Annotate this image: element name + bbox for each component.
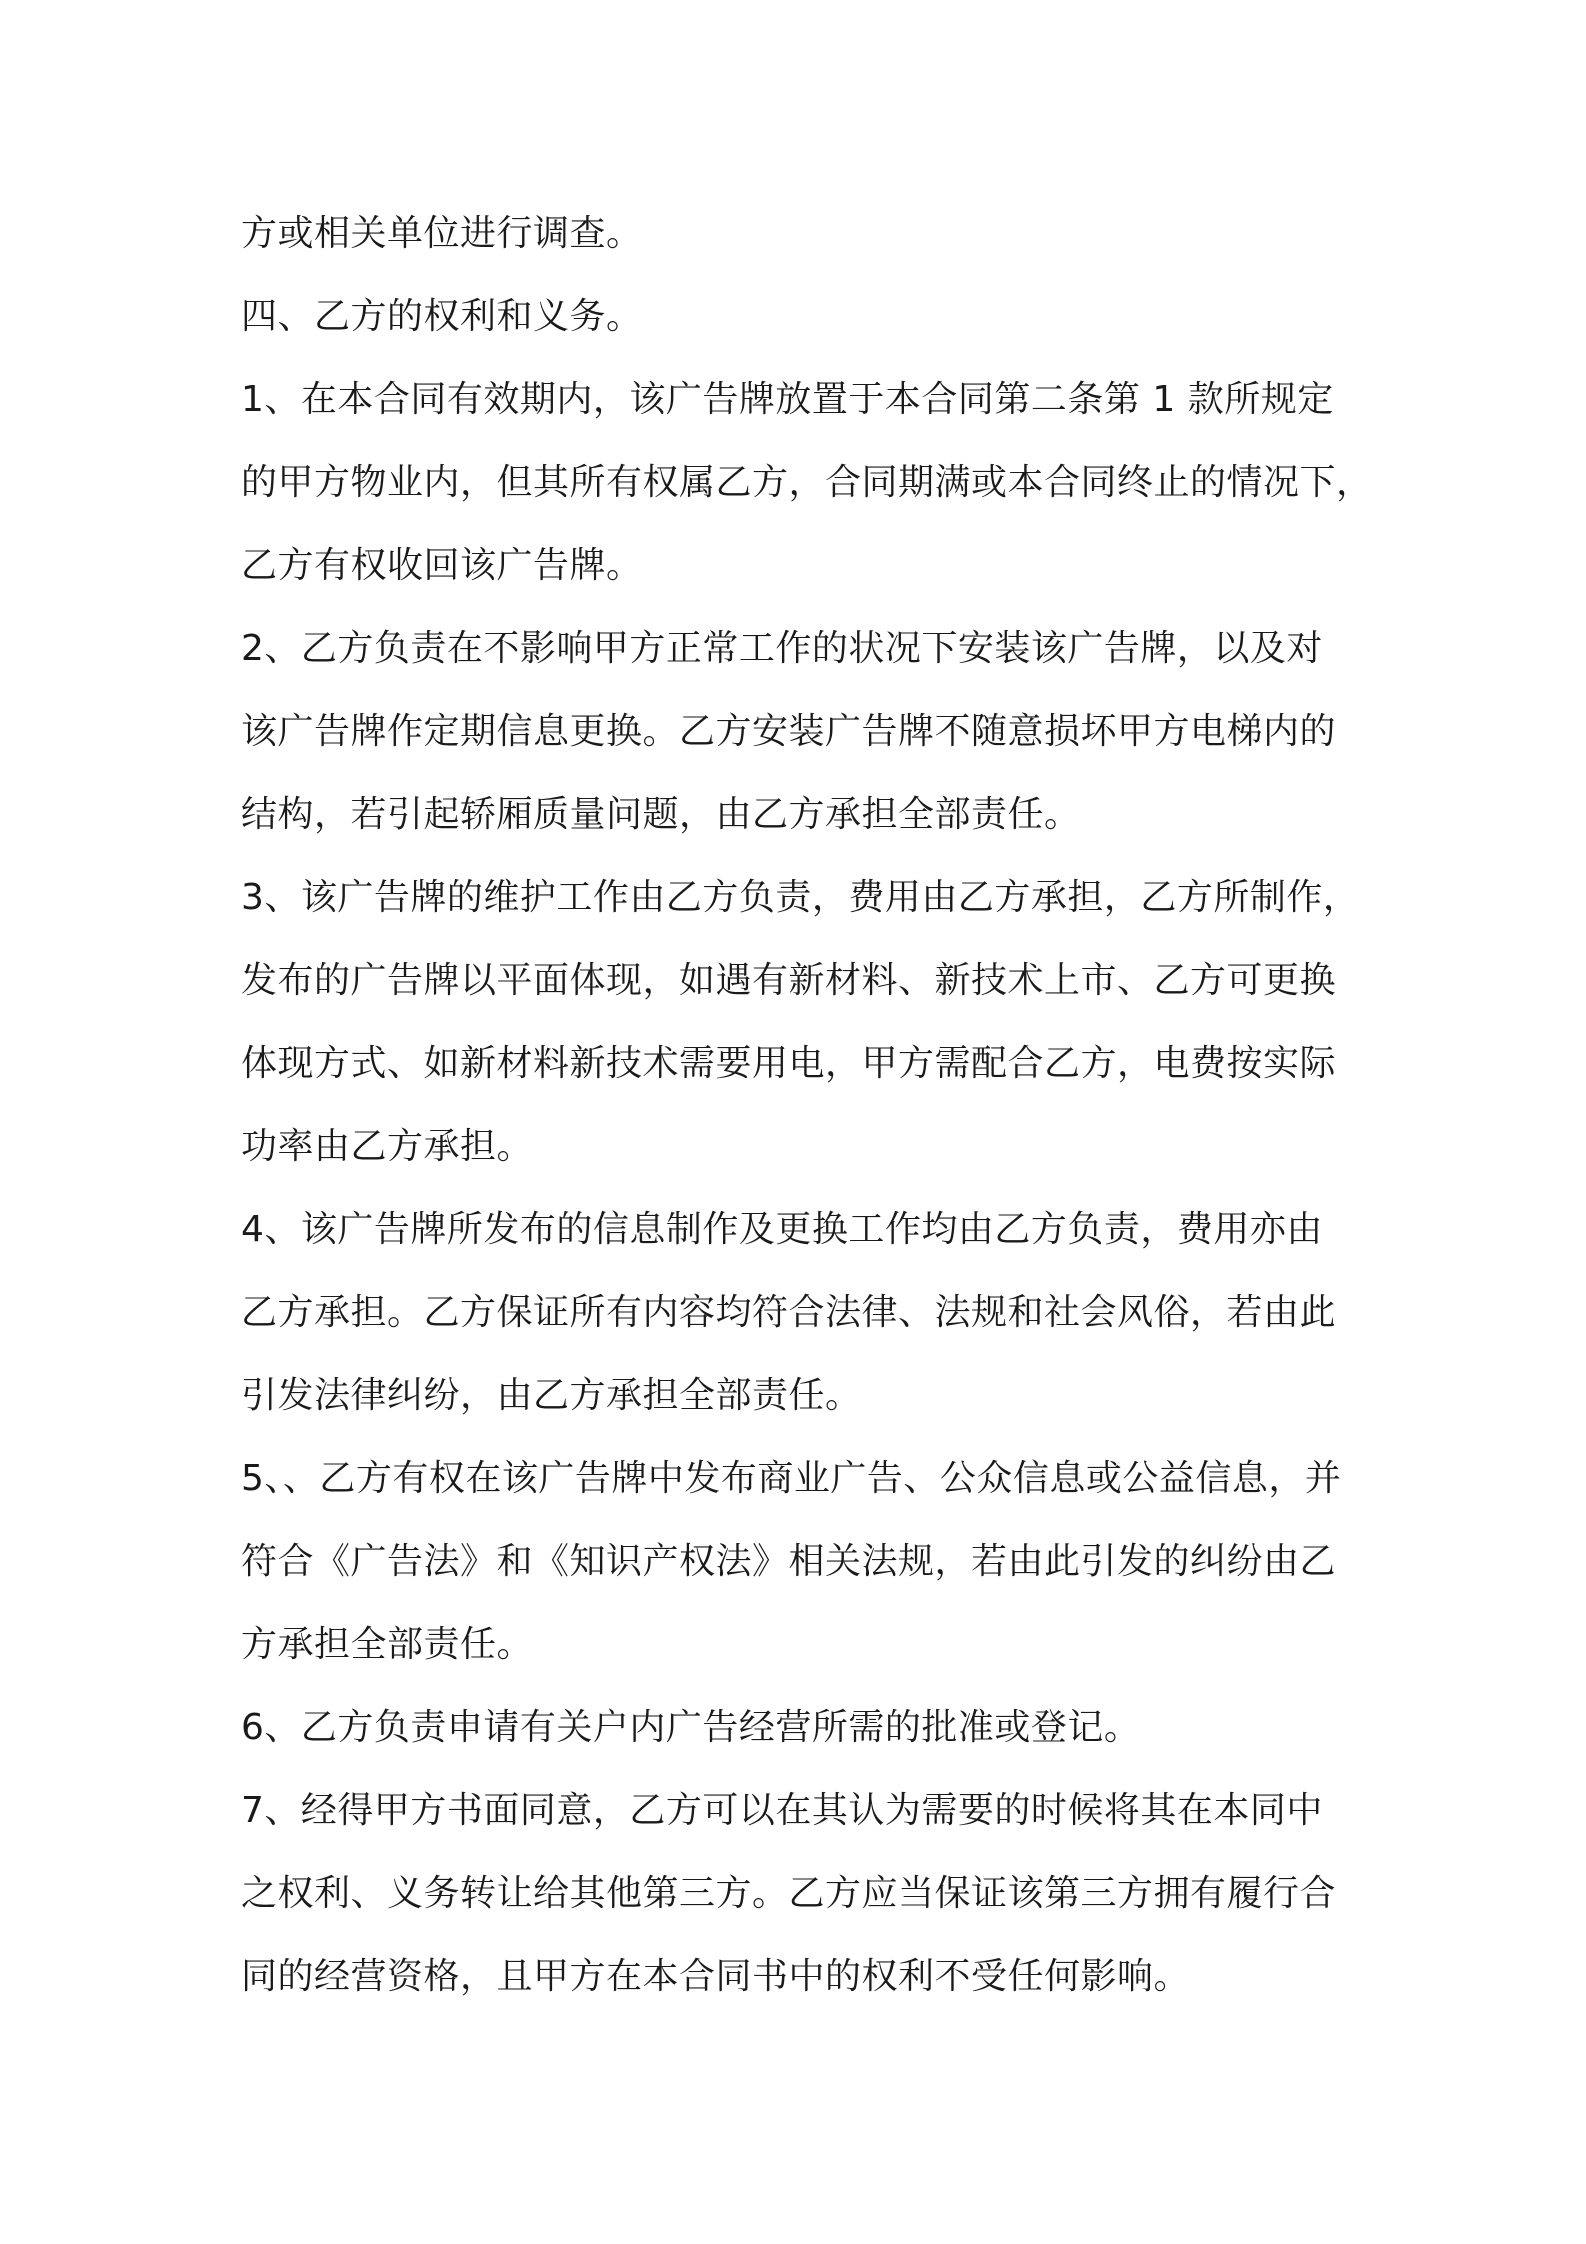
text-line: 方承担全部责任。	[241, 1624, 534, 1665]
text-line: 方或相关单位进行调查。	[241, 213, 643, 254]
text-line: 发布的广告牌以平面体现，如遇有新材料、新技术上市、乙方可更换	[241, 960, 1337, 1001]
section-heading: 四、乙方的权利和义务。	[241, 296, 643, 337]
text-line: 4、该广告牌所发布的信息制作及更换工作均由乙方负责，费用亦由	[241, 1209, 1323, 1250]
text-line: 乙方承担。乙方保证所有内容均符合法律、法规和社会风俗，若由此	[241, 1292, 1337, 1333]
text-line: 结构，若引起轿厢质量问题，由乙方承担全部责任。	[241, 794, 1081, 835]
text-line: 引发法律纠纷，由乙方承担全部责任。	[241, 1375, 862, 1416]
text-line: 6、乙方负责申请有关户内广告经营所需的批准或登记。	[241, 1707, 1141, 1748]
text-line: 之权利、义务转让给其他第三方。乙方应当保证该第三方拥有履行合	[241, 1873, 1337, 1914]
text-line: 5、、乙方有权在该广告牌中发布商业广告、公众信息或公益信息，并	[241, 1458, 1342, 1499]
text-line: 乙方有权收回该广告牌。	[241, 545, 643, 586]
text-line: 该广告牌作定期信息更换。乙方安装广告牌不随意损坏甲方电梯内的	[241, 711, 1337, 752]
document-body	[241, 192, 1373, 2018]
text-line: 同的经营资格，且甲方在本合同书中的权利不受任何影响。	[241, 1956, 1191, 1997]
text-line: 2、乙方负责在不影响甲方正常工作的状况下安装该广告牌，以及对	[241, 628, 1323, 669]
text-line: 3、该广告牌的维护工作由乙方负责，费用由乙方承担，乙方所制作，	[241, 877, 1360, 918]
text-line: 符合《广告法》和《知识产权法》相关法规，若由此引发的纠纷由乙	[241, 1541, 1337, 1582]
text-line: 功率由乙方承担。	[241, 1126, 534, 1167]
text-line: 1、在本合同有效期内，该广告牌放置于本合同第二条第 1 款所规定	[241, 379, 1334, 420]
text-line: 7、经得甲方书面同意，乙方可以在其认为需要的时候将其在本同中	[241, 1790, 1323, 1831]
text-line: 的甲方物业内，但其所有权属乙方，合同期满或本合同终止的情况下，	[241, 462, 1373, 503]
text-line: 体现方式、如新材料新技术需要用电，甲方需配合乙方，电费按实际	[241, 1043, 1337, 1084]
